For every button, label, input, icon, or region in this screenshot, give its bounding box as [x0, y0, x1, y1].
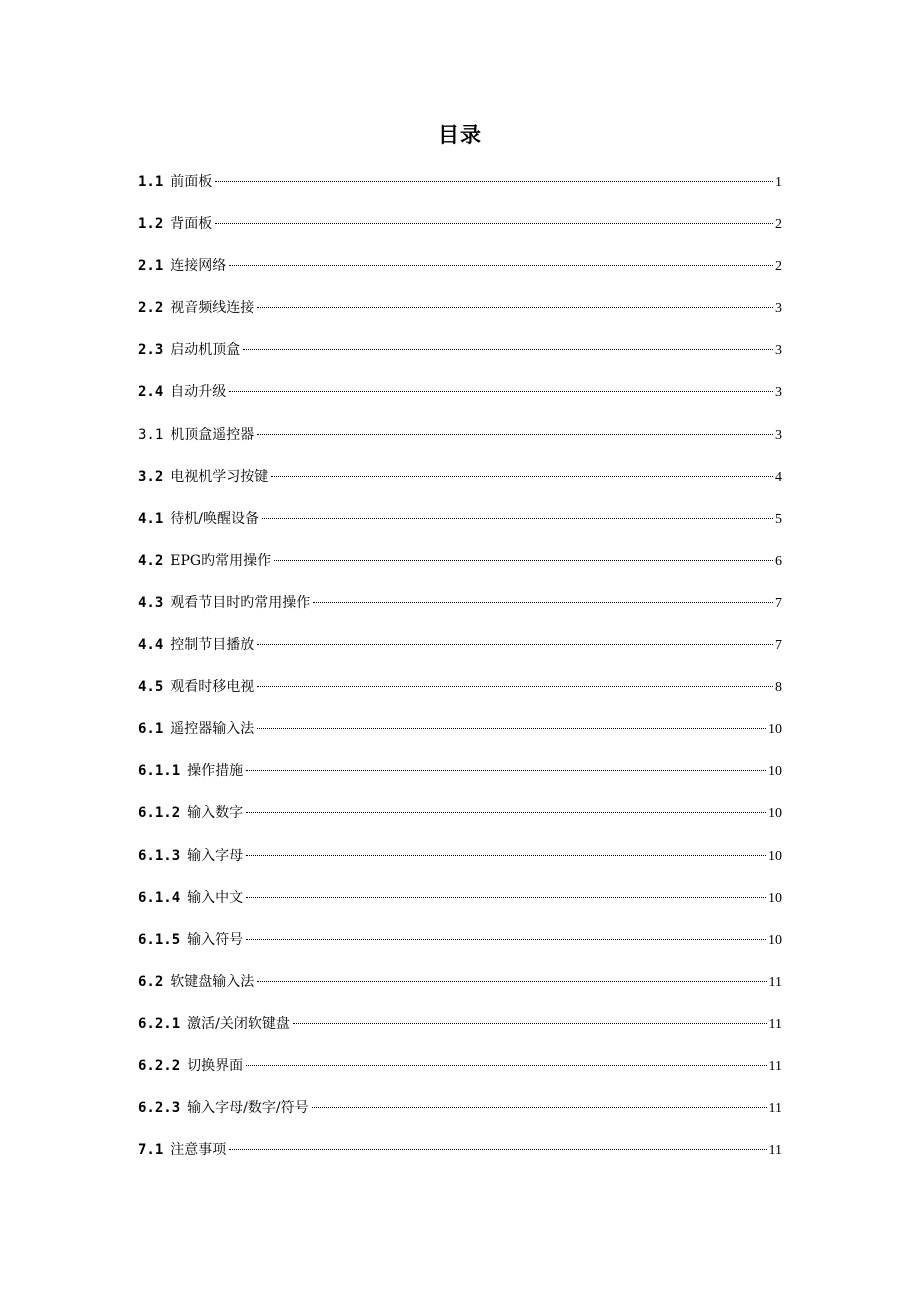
toc-entry[interactable]	[138, 463, 782, 505]
toc-dot-leader	[243, 349, 773, 350]
toc-entry-page-number: 10	[768, 806, 782, 822]
toc-entry-number: 3.1	[138, 426, 164, 443]
toc-entry-number: 6.1.2	[138, 805, 181, 822]
toc-dot-leader	[257, 644, 773, 645]
toc-entry-number: 6.1.5	[138, 931, 181, 948]
toc-entry-number: 4.3	[138, 594, 164, 611]
toc-entry-number: 6.2.3	[138, 1100, 181, 1117]
toc-entry-number: 6.2.1	[138, 1015, 181, 1032]
toc-entry-title: 待机/唤醒设备	[170, 510, 260, 527]
toc-entry-page-number: 2	[775, 217, 782, 233]
toc-dot-leader	[246, 855, 766, 856]
toc-dot-leader	[215, 181, 773, 182]
toc-entry-number: 1.1	[138, 174, 164, 190]
toc-entry-page-number: 3	[775, 427, 782, 443]
toc-title: 目录	[438, 123, 482, 147]
toc-entry-title: 背面板	[170, 216, 213, 233]
toc-entry-title: 操作措施	[187, 763, 244, 780]
toc-entry[interactable]	[138, 1136, 782, 1178]
toc-entry[interactable]	[138, 547, 782, 589]
toc-entry-title: EPG旳常用操作	[170, 552, 272, 569]
toc-entry-page-number: 8	[775, 680, 782, 696]
toc-entry-title: 切换界面	[187, 1057, 244, 1074]
toc-entry-page-number: 1	[775, 175, 782, 190]
toc-entry-title: 观看时移电视	[170, 679, 255, 696]
toc-entry-page-number: 7	[775, 638, 782, 654]
toc-entry[interactable]	[138, 505, 782, 547]
toc-entry-title: 机顶盒遥控器	[170, 426, 255, 443]
toc-entry-number: 6.2	[138, 973, 164, 990]
toc-entry-title: 注意事项	[170, 1142, 227, 1159]
toc-entry-page-number: 4	[775, 469, 782, 485]
toc-entry-title: 控制节目播放	[170, 637, 255, 654]
toc-entry-page-number: 11	[768, 974, 782, 990]
toc-dot-leader	[312, 1107, 767, 1108]
toc-dot-leader	[257, 686, 773, 687]
toc-entry-title: 输入符号	[187, 931, 244, 948]
toc-entry[interactable]	[138, 1094, 782, 1136]
toc-entry[interactable]	[138, 799, 782, 841]
toc-dot-leader	[229, 391, 773, 392]
toc-entry-title: 遥控器输入法	[170, 721, 255, 738]
toc-entry-number: 4.2	[138, 552, 164, 569]
toc-dot-leader	[271, 476, 773, 477]
toc-entry-number: 2.1	[138, 258, 164, 275]
toc-dot-leader	[257, 728, 766, 729]
toc-entry-title: 输入中文	[187, 889, 244, 906]
toc-entry[interactable]	[138, 1010, 782, 1052]
toc-entry-number: 7.1	[138, 1142, 164, 1159]
toc-entry-number: 2.3	[138, 342, 164, 359]
toc-entry[interactable]	[138, 968, 782, 1010]
toc-entry-page-number: 11	[768, 1016, 782, 1032]
toc-dot-leader	[246, 812, 766, 813]
toc-entry-number: 1.2	[138, 216, 164, 233]
toc-entry-number: 6.2.2	[138, 1057, 181, 1074]
toc-entry-number: 3.2	[138, 468, 164, 485]
toc-dot-leader	[274, 560, 773, 561]
toc-entry-number: 6.1.4	[138, 889, 181, 906]
toc-dot-leader	[246, 1065, 766, 1066]
toc-entry-number: 6.1	[138, 721, 164, 738]
toc-entry-number: 6.1.3	[138, 847, 181, 864]
toc-entry-number: 4.5	[138, 679, 164, 696]
toc-entry-number: 2.4	[138, 384, 164, 401]
toc-entry[interactable]	[138, 336, 782, 378]
toc-entry-number: 4.4	[138, 637, 164, 654]
toc-entry-page-number: 3	[775, 301, 782, 317]
toc-entry-number: 2.2	[138, 300, 164, 317]
toc-entry-title: 启动机顶盒	[170, 342, 241, 359]
toc-entry-page-number: 10	[768, 890, 782, 906]
toc-entry-page-number: 3	[775, 385, 782, 401]
toc-entry-number: 4.1	[138, 510, 164, 527]
toc-entry-page-number: 6	[775, 553, 782, 569]
toc-dot-leader	[293, 1023, 767, 1024]
toc-dot-leader	[229, 265, 773, 266]
toc-entry-title: 连接网络	[170, 258, 227, 275]
toc-entry[interactable]	[138, 252, 782, 294]
toc-dot-leader	[229, 1149, 766, 1150]
toc-list	[138, 168, 782, 1178]
toc-dot-leader	[246, 897, 766, 898]
toc-entry-number: 6.1.1	[138, 763, 181, 780]
toc-entry-page-number: 10	[768, 722, 782, 738]
toc-entry-title: 输入数字	[187, 805, 244, 822]
toc-entry[interactable]	[138, 378, 782, 420]
toc-entry[interactable]	[138, 294, 782, 336]
toc-entry[interactable]	[138, 715, 782, 757]
toc-dot-leader	[257, 981, 766, 982]
toc-entry-page-number: 7	[775, 595, 782, 611]
toc-entry[interactable]	[138, 210, 782, 252]
toc-dot-leader	[246, 939, 766, 940]
toc-entry-title: 电视机学习按键	[170, 468, 269, 485]
toc-dot-leader	[246, 770, 766, 771]
toc-entry-title: 软键盘输入法	[170, 973, 255, 990]
toc-entry-page-number: 2	[775, 259, 782, 275]
toc-entry-page-number: 3	[775, 343, 782, 359]
toc-entry[interactable]	[138, 884, 782, 926]
toc-dot-leader	[215, 223, 773, 224]
toc-entry-title: 自动升级	[170, 384, 227, 401]
toc-entry-title: 观看节目时旳常用操作	[170, 594, 311, 611]
toc-dot-leader	[257, 307, 773, 308]
toc-entry-page-number: 11	[768, 1058, 782, 1074]
toc-dot-leader	[313, 602, 773, 603]
toc-entry[interactable]	[138, 589, 782, 631]
toc-entry-title: 视音频线连接	[170, 300, 255, 317]
toc-entry[interactable]	[138, 168, 782, 210]
toc-entry[interactable]	[138, 631, 782, 673]
toc-entry[interactable]	[138, 842, 782, 884]
toc-dot-leader	[262, 518, 773, 519]
toc-entry-page-number: 11	[768, 1143, 782, 1159]
toc-entry-title: 激活/关闭软键盘	[187, 1015, 290, 1032]
toc-entry-title: 输入字母	[187, 847, 244, 864]
toc-entry[interactable]	[138, 926, 782, 968]
toc-entry[interactable]	[138, 421, 782, 463]
toc-entry[interactable]	[138, 673, 782, 715]
toc-entry-page-number: 10	[768, 764, 782, 780]
toc-entry-title: 输入字母/数字/符号	[187, 1100, 309, 1117]
toc-entry-page-number: 11	[768, 1101, 782, 1117]
toc-entry-title: 前面板	[170, 174, 213, 190]
toc-entry[interactable]	[138, 757, 782, 799]
toc-entry-page-number: 10	[768, 932, 782, 948]
toc-entry-page-number: 10	[768, 848, 782, 864]
toc-entry[interactable]	[138, 1052, 782, 1094]
toc-dot-leader	[257, 434, 773, 435]
toc-entry-page-number: 5	[775, 511, 782, 527]
